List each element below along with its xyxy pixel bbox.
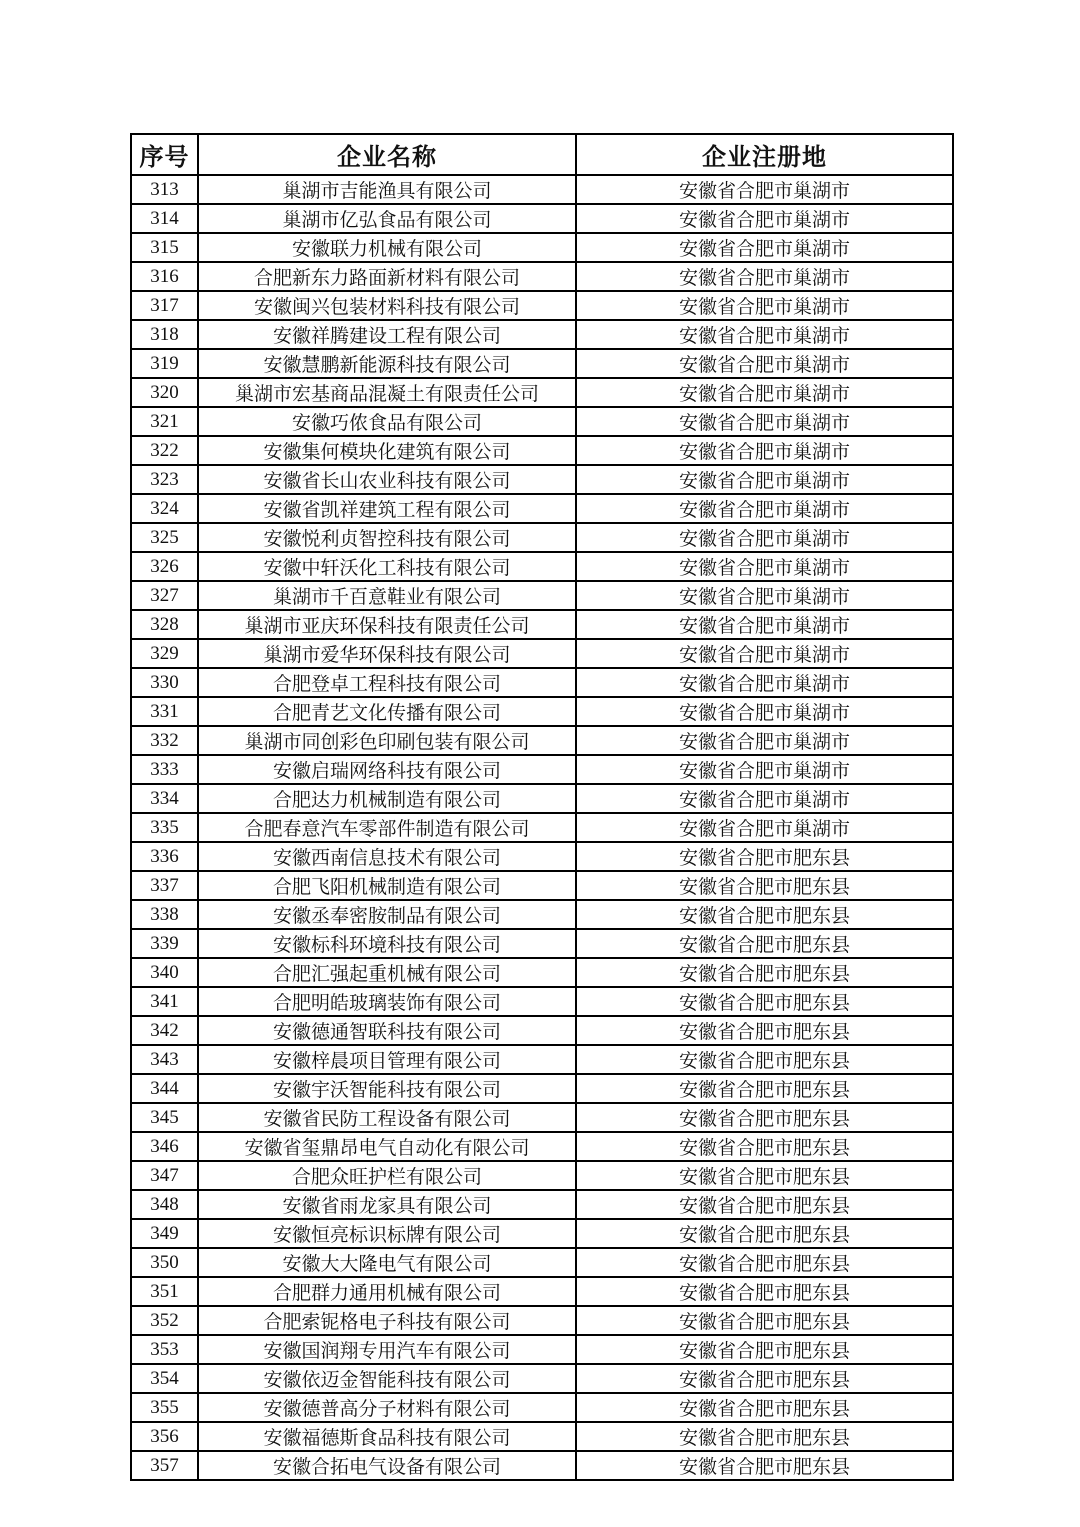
cell-company-name: 巢湖市爱华环保科技有限公司 xyxy=(198,639,576,668)
cell-company-name: 巢湖市宏基商品混凝土有限责任公司 xyxy=(198,378,576,407)
table-row xyxy=(131,668,953,697)
table-row xyxy=(131,929,953,958)
cell-company-name: 合肥汇强起重机械有限公司 xyxy=(198,958,576,987)
cell-registration-place: 安徽省合肥市巢湖市 xyxy=(576,262,953,291)
cell-company-name: 合肥春意汽车零部件制造有限公司 xyxy=(198,813,576,842)
table-body xyxy=(131,175,953,1480)
cell-index: 326 xyxy=(131,552,198,581)
cell-company-name: 合肥达力机械制造有限公司 xyxy=(198,784,576,813)
cell-index: 313 xyxy=(131,175,198,204)
cell-index: 334 xyxy=(131,784,198,813)
cell-registration-place: 安徽省合肥市肥东县 xyxy=(576,900,953,929)
table-row xyxy=(131,871,953,900)
table-row xyxy=(131,1335,953,1364)
cell-registration-place: 安徽省合肥市肥东县 xyxy=(576,871,953,900)
header-index: 序号 xyxy=(131,134,198,175)
cell-company-name: 合肥新东力路面新材料有限公司 xyxy=(198,262,576,291)
cell-company-name: 合肥众旺护栏有限公司 xyxy=(198,1161,576,1190)
cell-registration-place: 安徽省合肥市肥东县 xyxy=(576,842,953,871)
cell-index: 333 xyxy=(131,755,198,784)
cell-registration-place: 安徽省合肥市肥东县 xyxy=(576,1364,953,1393)
cell-company-name: 安徽依迈金智能科技有限公司 xyxy=(198,1364,576,1393)
cell-company-name: 巢湖市吉能渔具有限公司 xyxy=(198,175,576,204)
cell-company-name: 安徽恒亮标识标牌有限公司 xyxy=(198,1219,576,1248)
cell-registration-place: 安徽省合肥市巢湖市 xyxy=(576,378,953,407)
cell-registration-place: 安徽省合肥市肥东县 xyxy=(576,1277,953,1306)
cell-registration-place: 安徽省合肥市肥东县 xyxy=(576,1161,953,1190)
table-row xyxy=(131,494,953,523)
cell-registration-place: 安徽省合肥市肥东县 xyxy=(576,1306,953,1335)
cell-company-name: 合肥索铌格电子科技有限公司 xyxy=(198,1306,576,1335)
table-row xyxy=(131,523,953,552)
cell-company-name: 合肥登卓工程科技有限公司 xyxy=(198,668,576,697)
cell-index: 342 xyxy=(131,1016,198,1045)
cell-index: 317 xyxy=(131,291,198,320)
cell-registration-place: 安徽省合肥市巢湖市 xyxy=(576,465,953,494)
cell-index: 343 xyxy=(131,1045,198,1074)
table-row xyxy=(131,900,953,929)
cell-company-name: 安徽悦利贞智控科技有限公司 xyxy=(198,523,576,552)
table-row xyxy=(131,1248,953,1277)
table-row xyxy=(131,784,953,813)
cell-company-name: 合肥飞阳机械制造有限公司 xyxy=(198,871,576,900)
table-row xyxy=(131,1045,953,1074)
table-row xyxy=(131,349,953,378)
cell-company-name: 安徽中轩沃化工科技有限公司 xyxy=(198,552,576,581)
cell-company-name: 合肥明皓玻璃装饰有限公司 xyxy=(198,987,576,1016)
table-row xyxy=(131,291,953,320)
table-row xyxy=(131,1306,953,1335)
header-company-name: 企业名称 xyxy=(198,134,576,175)
cell-registration-place: 安徽省合肥市巢湖市 xyxy=(576,233,953,262)
cell-index: 357 xyxy=(131,1451,198,1480)
cell-index: 350 xyxy=(131,1248,198,1277)
cell-registration-place: 安徽省合肥市巢湖市 xyxy=(576,813,953,842)
cell-registration-place: 安徽省合肥市巢湖市 xyxy=(576,175,953,204)
cell-registration-place: 安徽省合肥市肥东县 xyxy=(576,1190,953,1219)
table-row xyxy=(131,1277,953,1306)
cell-index: 327 xyxy=(131,581,198,610)
cell-index: 330 xyxy=(131,668,198,697)
cell-company-name: 安徽福德斯食品科技有限公司 xyxy=(198,1422,576,1451)
cell-index: 335 xyxy=(131,813,198,842)
cell-index: 341 xyxy=(131,987,198,1016)
cell-company-name: 安徽联力机械有限公司 xyxy=(198,233,576,262)
table-row xyxy=(131,842,953,871)
cell-index: 319 xyxy=(131,349,198,378)
cell-index: 331 xyxy=(131,697,198,726)
cell-index: 339 xyxy=(131,929,198,958)
cell-company-name: 安徽巧侬食品有限公司 xyxy=(198,407,576,436)
cell-registration-place: 安徽省合肥市巢湖市 xyxy=(576,523,953,552)
cell-company-name: 安徽省玺鼎昂电气自动化有限公司 xyxy=(198,1132,576,1161)
cell-registration-place: 安徽省合肥市巢湖市 xyxy=(576,552,953,581)
table-header-row xyxy=(131,134,953,175)
company-registration-table xyxy=(130,133,954,1481)
cell-registration-place: 安徽省合肥市巢湖市 xyxy=(576,320,953,349)
cell-registration-place: 安徽省合肥市肥东县 xyxy=(576,958,953,987)
cell-company-name: 巢湖市同创彩色印刷包装有限公司 xyxy=(198,726,576,755)
cell-registration-place: 安徽省合肥市巢湖市 xyxy=(576,755,953,784)
cell-company-name: 安徽西南信息技术有限公司 xyxy=(198,842,576,871)
header-registration-place: 企业注册地 xyxy=(576,134,953,175)
cell-registration-place: 安徽省合肥市肥东县 xyxy=(576,1103,953,1132)
table-row xyxy=(131,1132,953,1161)
table-row xyxy=(131,552,953,581)
table-row xyxy=(131,407,953,436)
table-row xyxy=(131,755,953,784)
cell-registration-place: 安徽省合肥市巢湖市 xyxy=(576,204,953,233)
table-row xyxy=(131,958,953,987)
cell-registration-place: 安徽省合肥市肥东县 xyxy=(576,1422,953,1451)
cell-company-name: 安徽大大隆电气有限公司 xyxy=(198,1248,576,1277)
cell-registration-place: 安徽省合肥市肥东县 xyxy=(576,1335,953,1364)
cell-index: 351 xyxy=(131,1277,198,1306)
cell-index: 322 xyxy=(131,436,198,465)
cell-index: 323 xyxy=(131,465,198,494)
cell-registration-place: 安徽省合肥市肥东县 xyxy=(576,1451,953,1480)
cell-registration-place: 安徽省合肥市巢湖市 xyxy=(576,436,953,465)
cell-registration-place: 安徽省合肥市巢湖市 xyxy=(576,726,953,755)
cell-registration-place: 安徽省合肥市肥东县 xyxy=(576,987,953,1016)
cell-index: 338 xyxy=(131,900,198,929)
cell-index: 346 xyxy=(131,1132,198,1161)
cell-registration-place: 安徽省合肥市肥东县 xyxy=(576,1393,953,1422)
cell-registration-place: 安徽省合肥市巢湖市 xyxy=(576,610,953,639)
cell-company-name: 安徽闽兴包装材料科技有限公司 xyxy=(198,291,576,320)
cell-index: 314 xyxy=(131,204,198,233)
cell-registration-place: 安徽省合肥市巢湖市 xyxy=(576,668,953,697)
cell-registration-place: 安徽省合肥市肥东县 xyxy=(576,1016,953,1045)
table-row xyxy=(131,378,953,407)
cell-registration-place: 安徽省合肥市肥东县 xyxy=(576,1045,953,1074)
cell-index: 337 xyxy=(131,871,198,900)
cell-company-name: 巢湖市亚庆环保科技有限责任公司 xyxy=(198,610,576,639)
cell-company-name: 安徽省凯祥建筑工程有限公司 xyxy=(198,494,576,523)
cell-index: 328 xyxy=(131,610,198,639)
table-row xyxy=(131,987,953,1016)
table-row xyxy=(131,639,953,668)
cell-index: 353 xyxy=(131,1335,198,1364)
cell-index: 349 xyxy=(131,1219,198,1248)
cell-company-name: 巢湖市千百意鞋业有限公司 xyxy=(198,581,576,610)
table-row xyxy=(131,465,953,494)
table-row xyxy=(131,204,953,233)
cell-index: 356 xyxy=(131,1422,198,1451)
cell-index: 352 xyxy=(131,1306,198,1335)
table-row xyxy=(131,1422,953,1451)
table-row xyxy=(131,697,953,726)
cell-company-name: 安徽省长山农业科技有限公司 xyxy=(198,465,576,494)
cell-company-name: 安徽合拓电气设备有限公司 xyxy=(198,1451,576,1480)
table-row xyxy=(131,1161,953,1190)
table-row xyxy=(131,726,953,755)
table-row xyxy=(131,1219,953,1248)
cell-index: 347 xyxy=(131,1161,198,1190)
cell-registration-place: 安徽省合肥市巢湖市 xyxy=(576,639,953,668)
table-row xyxy=(131,320,953,349)
cell-index: 332 xyxy=(131,726,198,755)
cell-index: 340 xyxy=(131,958,198,987)
cell-registration-place: 安徽省合肥市肥东县 xyxy=(576,929,953,958)
cell-registration-place: 安徽省合肥市肥东县 xyxy=(576,1219,953,1248)
cell-index: 344 xyxy=(131,1074,198,1103)
cell-company-name: 安徽标科环境科技有限公司 xyxy=(198,929,576,958)
cell-index: 316 xyxy=(131,262,198,291)
table-row xyxy=(131,813,953,842)
cell-company-name: 安徽省雨龙家具有限公司 xyxy=(198,1190,576,1219)
table-row xyxy=(131,436,953,465)
cell-registration-place: 安徽省合肥市肥东县 xyxy=(576,1248,953,1277)
cell-company-name: 安徽国润翔专用汽车有限公司 xyxy=(198,1335,576,1364)
table-row xyxy=(131,1451,953,1480)
cell-company-name: 安徽集何模块化建筑有限公司 xyxy=(198,436,576,465)
table-row xyxy=(131,262,953,291)
cell-registration-place: 安徽省合肥市肥东县 xyxy=(576,1132,953,1161)
table-row xyxy=(131,1393,953,1422)
cell-company-name: 合肥群力通用机械有限公司 xyxy=(198,1277,576,1306)
cell-index: 348 xyxy=(131,1190,198,1219)
cell-registration-place: 安徽省合肥市巢湖市 xyxy=(576,349,953,378)
cell-index: 325 xyxy=(131,523,198,552)
cell-company-name: 巢湖市亿弘食品有限公司 xyxy=(198,204,576,233)
cell-registration-place: 安徽省合肥市巢湖市 xyxy=(576,697,953,726)
cell-company-name: 合肥青艺文化传播有限公司 xyxy=(198,697,576,726)
cell-company-name: 安徽省民防工程设备有限公司 xyxy=(198,1103,576,1132)
cell-index: 318 xyxy=(131,320,198,349)
cell-company-name: 安徽祥腾建设工程有限公司 xyxy=(198,320,576,349)
cell-index: 345 xyxy=(131,1103,198,1132)
table-row xyxy=(131,1364,953,1393)
cell-index: 321 xyxy=(131,407,198,436)
cell-index: 354 xyxy=(131,1364,198,1393)
cell-registration-place: 安徽省合肥市肥东县 xyxy=(576,1074,953,1103)
table-row xyxy=(131,1190,953,1219)
cell-company-name: 安徽德通智联科技有限公司 xyxy=(198,1016,576,1045)
cell-company-name: 安徽启瑞网络科技有限公司 xyxy=(198,755,576,784)
cell-registration-place: 安徽省合肥市巢湖市 xyxy=(576,407,953,436)
cell-index: 320 xyxy=(131,378,198,407)
cell-company-name: 安徽宇沃智能科技有限公司 xyxy=(198,1074,576,1103)
table-row xyxy=(131,610,953,639)
cell-registration-place: 安徽省合肥市巢湖市 xyxy=(576,784,953,813)
table-row xyxy=(131,233,953,262)
cell-registration-place: 安徽省合肥市巢湖市 xyxy=(576,291,953,320)
cell-registration-place: 安徽省合肥市巢湖市 xyxy=(576,581,953,610)
cell-index: 336 xyxy=(131,842,198,871)
cell-registration-place: 安徽省合肥市巢湖市 xyxy=(576,494,953,523)
table-row xyxy=(131,1103,953,1132)
cell-index: 324 xyxy=(131,494,198,523)
cell-index: 329 xyxy=(131,639,198,668)
table-row xyxy=(131,1016,953,1045)
cell-index: 355 xyxy=(131,1393,198,1422)
table-row xyxy=(131,581,953,610)
cell-index: 315 xyxy=(131,233,198,262)
cell-company-name: 安徽丞奉密胺制品有限公司 xyxy=(198,900,576,929)
cell-company-name: 安徽梓晨项目管理有限公司 xyxy=(198,1045,576,1074)
cell-company-name: 安徽慧鹏新能源科技有限公司 xyxy=(198,349,576,378)
table-row xyxy=(131,1074,953,1103)
table-row xyxy=(131,175,953,204)
cell-company-name: 安徽德普高分子材料有限公司 xyxy=(198,1393,576,1422)
